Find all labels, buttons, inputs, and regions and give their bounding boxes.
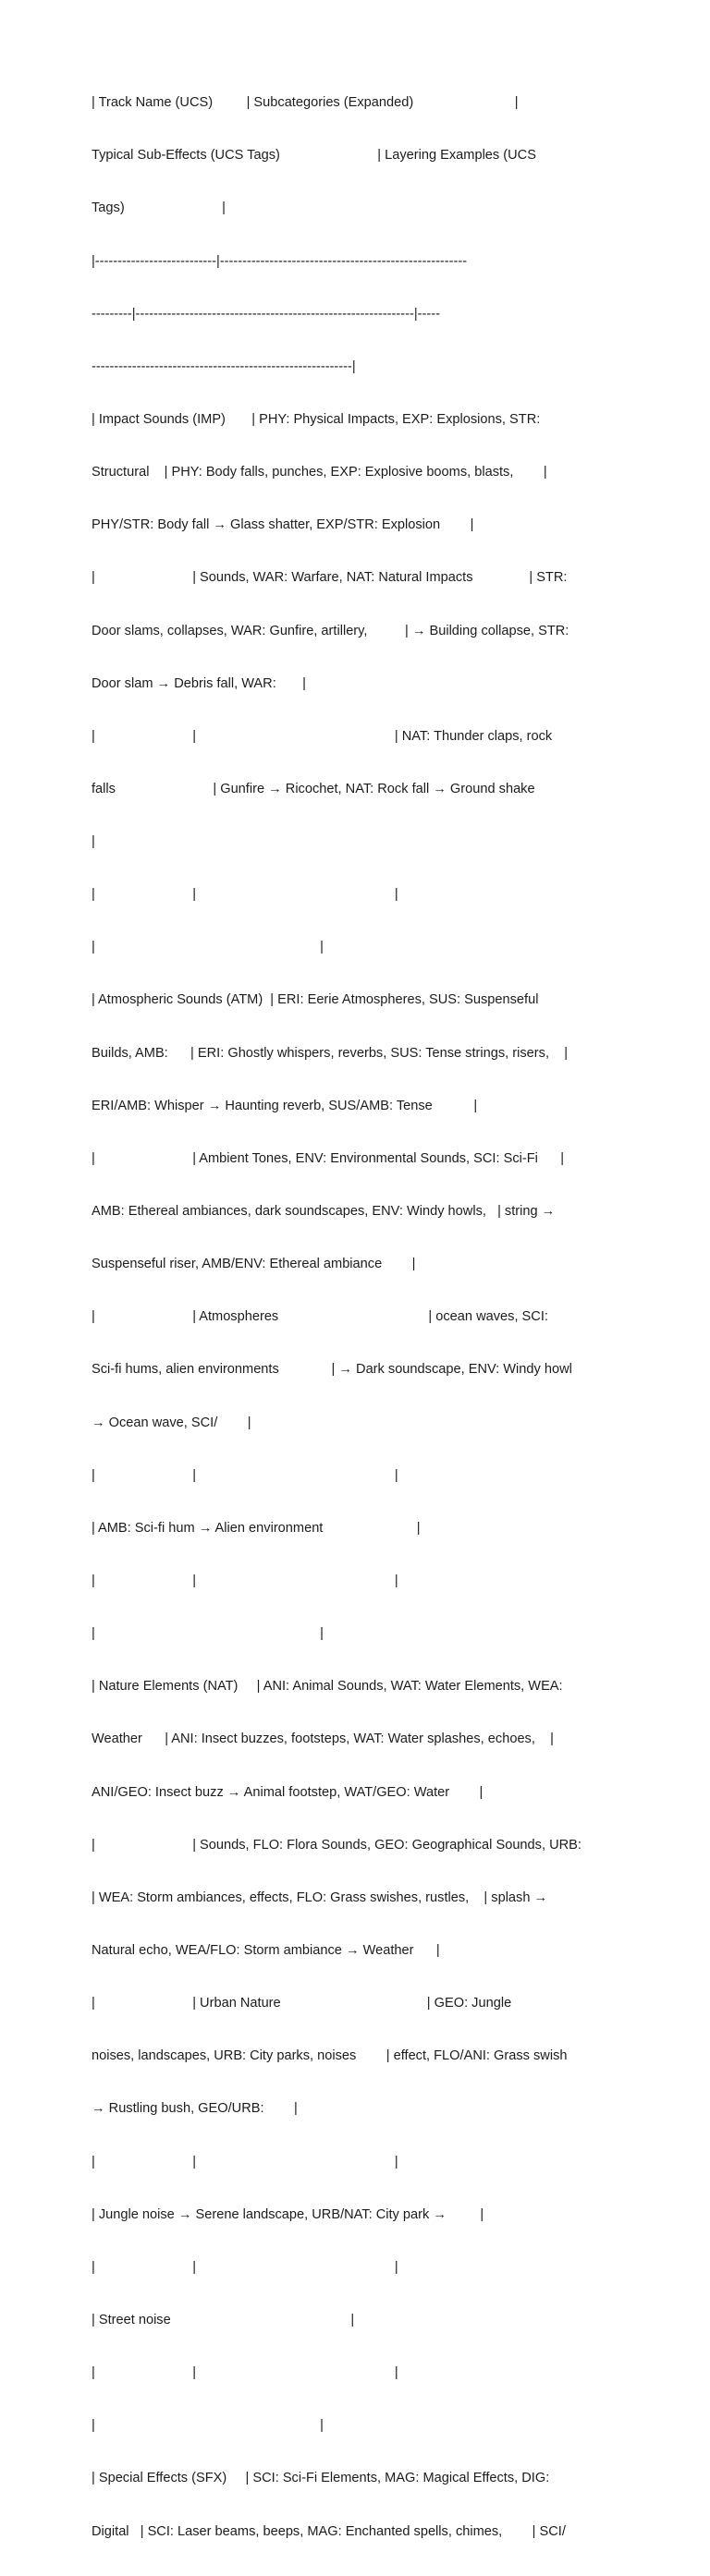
text-line: | Jungle noise → Serene landscape, URB/NAT: City park → | [92, 2206, 484, 2222]
text-line: Door slams, collapses, WAR: Gunfire, artillery, | → Building collapse, STR: [92, 623, 569, 638]
text-line: | [92, 834, 95, 850]
text-line: | | | [92, 2154, 398, 2169]
text-line: noises, landscapes, URB: City parks, noises | effect, FLO/ANI: Grass swish [92, 2048, 568, 2064]
text-line: Sci-fi hums, alien environments | → Dark soundscape, ENV: Windy howl [92, 1362, 572, 1378]
text-line: | | | NAT: Thunder claps, rock [92, 728, 553, 744]
text-line: PHY/STR: Body fall → Glass shatter, EXP/STR: Explosion | [92, 517, 474, 533]
text-line: | | Sounds, WAR: Warfare, NAT: Natural Impacts | STR: [92, 570, 568, 586]
text-line: falls | Gunfire → Ricochet, NAT: Rock fall → Ground shake [92, 781, 535, 796]
text-line: | Nature Elements (NAT) | ANI: Animal Sounds, WAT: Water Elements, WEA: [92, 1679, 563, 1695]
text-line: Suspenseful riser, AMB/ENV: Ethereal ambiance | [92, 1257, 416, 1272]
text-line: ---------|--------------------------------------------------------------|----- [92, 306, 440, 322]
text-line: | | | [92, 1467, 398, 1483]
text-line: | | Ambient Tones, ENV: Environmental Sounds, SCI: Sci-Fi | [92, 1150, 564, 1166]
text-line: Builds, AMB: | ERI: Ghostly whispers, reverbs, SUS: Tense strings, risers, | [92, 1045, 569, 1061]
text-line: | Special Effects (SFX) | SCI: Sci-Fi Elements, MAG: Magical Effects, DIG: [92, 2471, 550, 2486]
text-line: | WEA: Storm ambiances, effects, FLO: Grass swishes, rustles, | splash → [92, 1889, 548, 1905]
text-line: Door slam → Debris fall, WAR: | [92, 675, 306, 691]
text-line: → Ocean wave, SCI/ | [92, 1415, 251, 1430]
text-line: | Atmospheric Sounds (ATM) | ERI: Eerie Atmospheres, SUS: Suspenseful [92, 992, 539, 1008]
text-line: |---------------------------|------------------------------------------------------- [92, 253, 468, 269]
text-line: | | Atmospheres | ocean waves, SCI: [92, 1309, 548, 1325]
text-line: | Street noise | [92, 2313, 355, 2327]
text-line: Weather | ANI: Insect buzzes, footsteps, WAT: Water splashes, echoes, | [92, 1732, 554, 1747]
text-line: | | Sounds, FLO: Flora Sounds, GEO: Geographical Sounds, URB: [92, 1837, 581, 1853]
text-line: | | [92, 1626, 324, 1642]
text-line: | | [92, 940, 324, 955]
text-line: Digital | SCI: Laser beams, beeps, MAG: Enchanted spells, chimes, | SCI/ [92, 2523, 566, 2539]
text-line: AMB: Ethereal ambiances, dark soundscapes, ENV: Windy howls, | string → [92, 1204, 556, 1220]
text-line: | AMB: Sci-fi hum → Alien environment | [92, 1520, 421, 1536]
text-line: ANI/GEO: Insect buzz → Animal footstep, WAT/GEO: Water | [92, 1784, 484, 1800]
text-line: | | | [92, 1574, 398, 1589]
text-line: ERI/AMB: Whisper → Haunting reverb, SUS/AMB: Tense | [92, 1098, 478, 1113]
text-line: Typical Sub-Effects (UCS Tags) | Layering Examples (UCS [92, 148, 536, 164]
text-line: | | Urban Nature | GEO: Jungle [92, 1996, 512, 2011]
text-line: | | | [92, 2365, 398, 2381]
text-line: Structural | PHY: Body falls, punches, EXP: Explosive booms, blasts, | [92, 465, 547, 480]
text-line: | | | [92, 887, 398, 903]
text-line: → Rustling bush, GEO/URB: | [92, 2101, 298, 2117]
text-line: Tags) | [92, 200, 226, 216]
text-line: Natural echo, WEA/FLO: Storm ambiance → Weather | [92, 1943, 440, 1959]
text-line: | | | [92, 2259, 398, 2275]
text-line: | Impact Sounds (IMP) | PHY: Physical Impacts, EXP: Explosions, STR: [92, 411, 541, 427]
ucs-table-text [92, 59, 622, 2576]
text-line: | Track Name (UCS) | Subcategories (Expanded) | [92, 95, 519, 111]
text-line: ----------------------------------------------------------| [92, 358, 356, 374]
text-line: | | [92, 2418, 324, 2434]
